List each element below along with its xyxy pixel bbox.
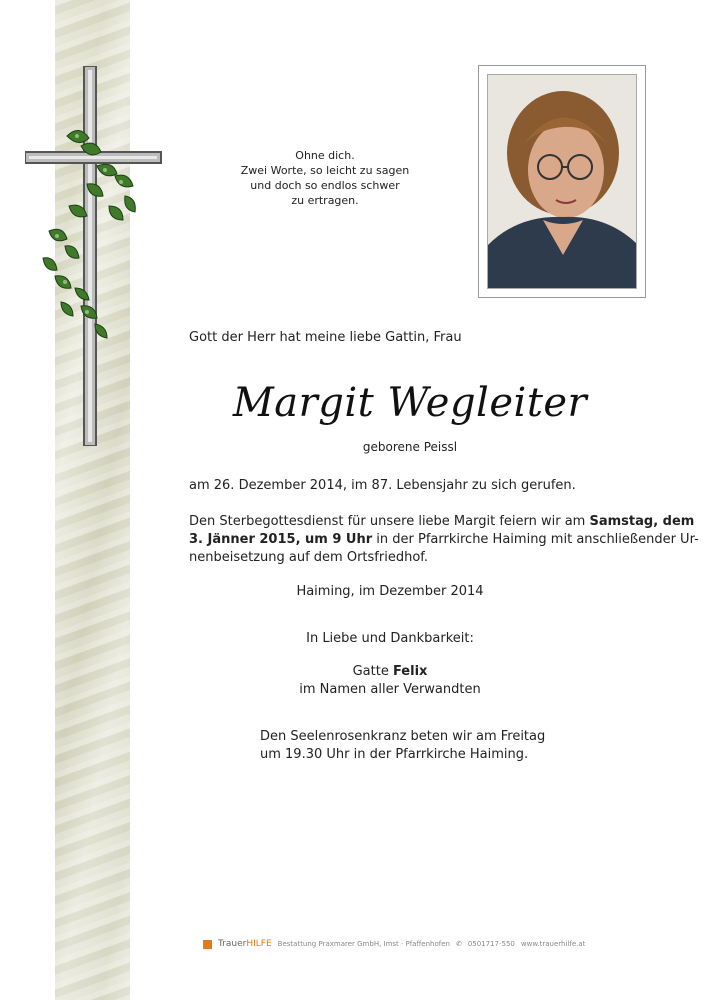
service-paragraph bbox=[189, 513, 699, 567]
poem-line: zu ertragen. bbox=[291, 194, 359, 207]
footer bbox=[203, 939, 585, 949]
service-date-bold: Samstag, dem bbox=[589, 514, 695, 529]
portrait-photo bbox=[487, 74, 637, 289]
service-text: nenbeisetzung auf dem Ortsfriedhof. bbox=[189, 550, 429, 565]
service-text: in der Pfarrkirche Haiming mit anschließender Ur- bbox=[372, 532, 699, 547]
poem bbox=[240, 148, 410, 208]
poem-line: Zwei Worte, so leicht zu sagen bbox=[240, 164, 410, 177]
signer-line-2: im Namen aller Verwandten bbox=[299, 682, 481, 697]
cross-with-ivy-icon bbox=[25, 66, 165, 446]
maiden-name: geborene Peissl bbox=[362, 440, 458, 454]
deceased-name: Margit Wegleiter bbox=[232, 380, 588, 426]
portrait-frame bbox=[478, 65, 646, 298]
service-text: Den Sterbegottesdienst für unsere liebe Margit feiern wir am bbox=[189, 514, 590, 529]
phone-icon: ✆ bbox=[455, 940, 462, 948]
poem-line: Ohne dich. bbox=[295, 149, 355, 162]
brand-logo-icon bbox=[203, 940, 212, 949]
death-line: am 26. Dezember 2014, im 87. Lebensjahr zu sich gerufen. bbox=[189, 478, 576, 493]
signer-line bbox=[270, 663, 510, 681]
footer-web: www.trauerhilfe.at bbox=[520, 940, 586, 948]
brand-name bbox=[218, 939, 272, 949]
place-date: Haiming, im Dezember 2014 bbox=[296, 584, 484, 599]
footer-phone: 0501717-550 bbox=[467, 940, 515, 948]
intro-line: Gott der Herr hat meine liebe Gattin, Frau bbox=[189, 330, 462, 345]
closing-line: In Liebe und Dankbarkeit: bbox=[306, 631, 474, 646]
signer-relation: Gatte bbox=[352, 664, 393, 679]
rosary-line: um 19.30 Uhr in der Pfarrkirche Haiming. bbox=[260, 747, 529, 762]
footer-company: Bestattung Praxmarer GmbH, Imst · Pfaffenhofen bbox=[277, 940, 450, 948]
poem-line: und doch so endlos schwer bbox=[250, 179, 400, 192]
brand-name-part: Trauer bbox=[218, 939, 247, 949]
brand-name-part: HILFE bbox=[246, 939, 272, 949]
rosary-line: Den Seelenrosenkranz beten wir am Freitag bbox=[260, 729, 546, 744]
service-date-bold: 3. Jänner 2015, um 9 Uhr bbox=[189, 532, 373, 547]
signer-name: Felix bbox=[392, 664, 428, 679]
